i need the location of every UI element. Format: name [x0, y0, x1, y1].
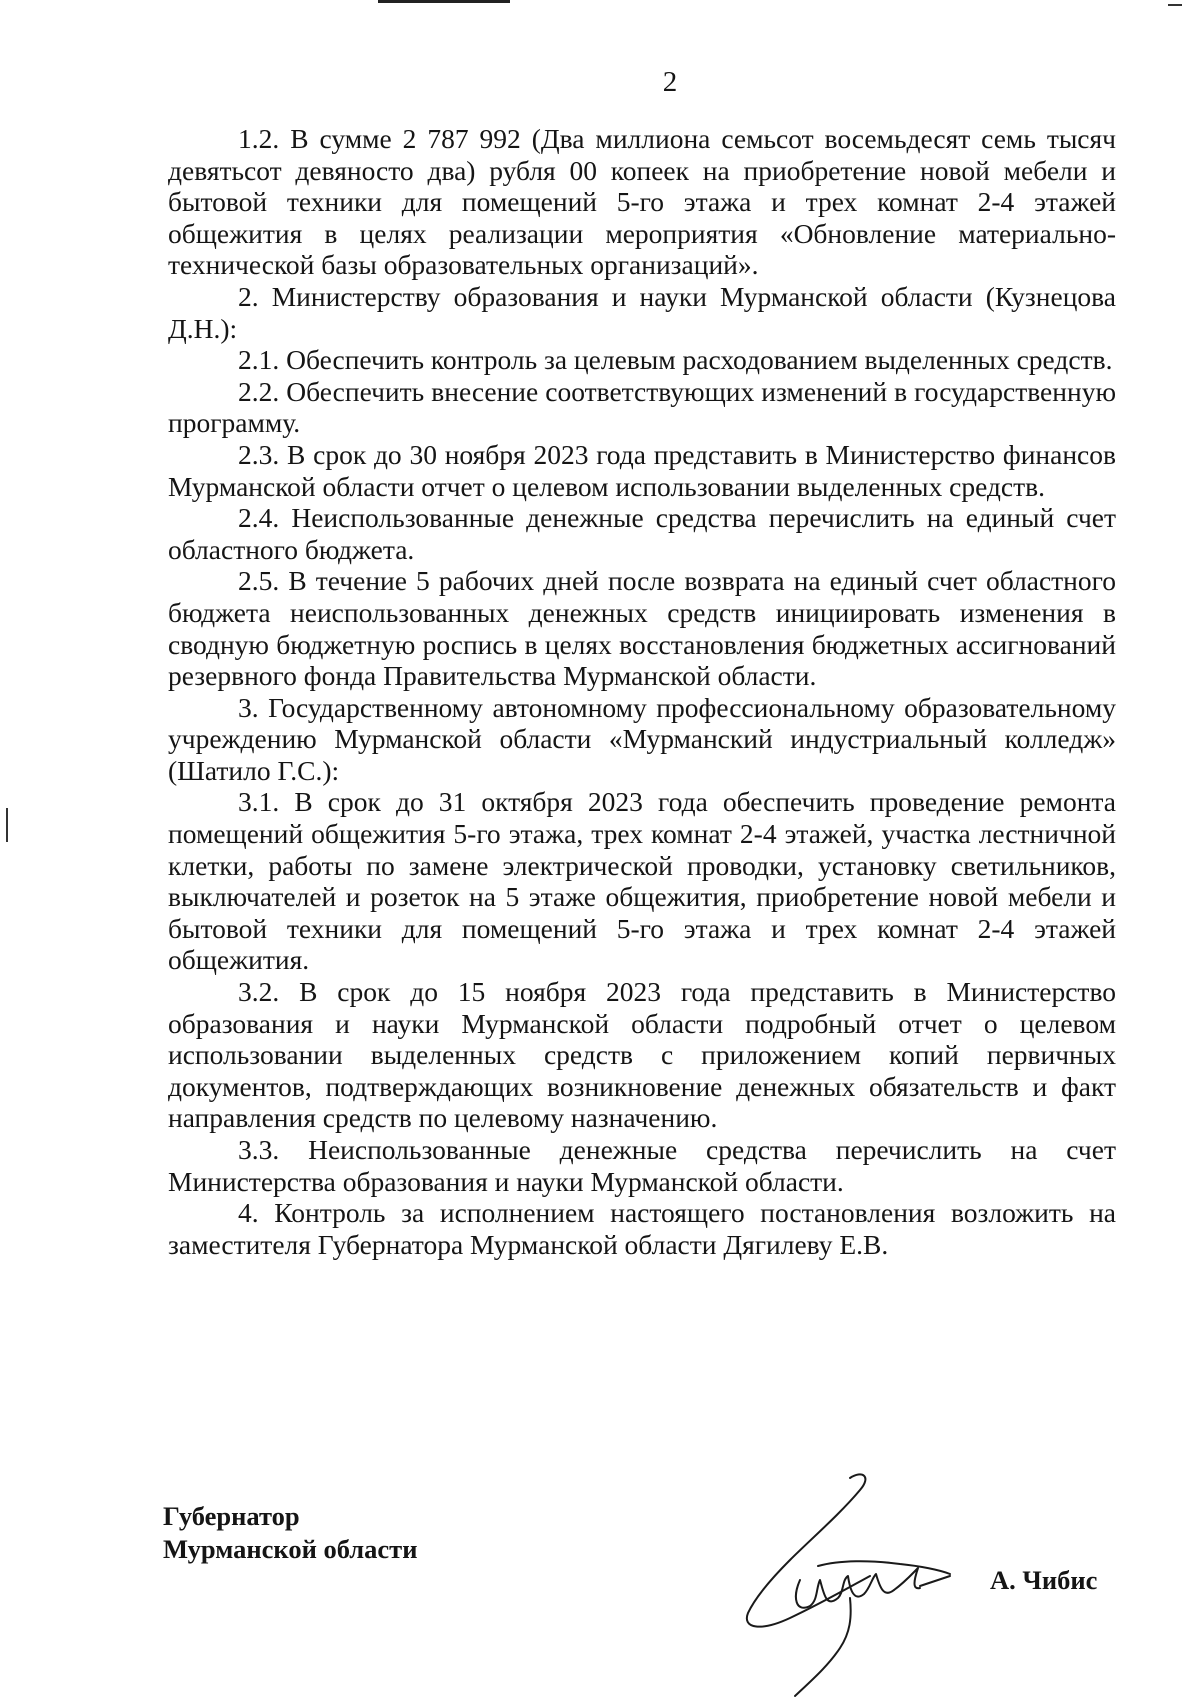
signatory-name: А. Чибис: [990, 1565, 1098, 1595]
paragraph-2-3: 2.3. В срок до 30 ноября 2023 года представить в Министерство финансов Мурманской области отчет о целевом использовании выделенных средств.: [168, 438, 1116, 502]
paragraph-3: 3. Государственному автономному профессиональному образовательному учреждению Мурманской области «Мурманский индустриальный колледж» (Шатило Г.С.):: [168, 691, 1116, 786]
paragraph-2-1: 2.1. Обеспечить контроль за целевым расходованием выделенных средств.: [238, 344, 1113, 376]
signatory-position: [163, 1500, 417, 1566]
paragraph-4: 4. Контроль за исполнением настоящего постановления возложить на заместителя Губернатора Мурманской области Дягилеву Е.В.: [168, 1197, 1116, 1260]
signatory-position-line2: Мурманской области: [163, 1534, 418, 1564]
paragraph-2-2: 2.2. Обеспечить внесение соответствующих изменений в государственную программу.: [168, 375, 1116, 439]
paragraph-3-2: 3.2. В срок до 15 ноября 2023 года представить в Министерство образования и науки Мурманской области подробный отчет о целевом использовании выделенных средств с приложением копий первичных документов, подтверждающих возникновение денежных обязательств и факт направления средств по целевому назначению.: [168, 976, 1116, 1134]
paragraph-3-1: 3.1. В срок до 31 октября 2023 года обеспечить проведение ремонта помещений общежития 5-го этажа, трех комнат 2-4 этажей, участка лестничной клетки, работы по замене электрической проводки, установку светильников, выключателей и розеток на 5 этаже общежития, приобретение новой мебели и бытовой техники для помещений 5-го этажа и трех комнат 2-4 этажей общежития.: [168, 786, 1116, 976]
document-body: [168, 123, 1116, 1260]
handwritten-signature: [700, 1448, 1000, 1698]
paragraph-2: 2. Министерству образования и науки Мурманской области (Кузнецова Д.Н.):: [168, 280, 1116, 344]
top-rule: [378, 0, 510, 3]
signatory-position-line1: Губернатор: [163, 1501, 300, 1531]
scan-mark: [1168, 4, 1182, 6]
paragraph-3-3: 3.3. Неиспользованные денежные средства перечислить на счет Министерства образования и науки Мурманской области.: [168, 1134, 1116, 1197]
page-number: 2: [662, 66, 678, 98]
paragraph-1-2: 1.2. В сумме 2 787 992 (Два миллиона семьсот восемьдесят семь тысяч девятьсот девяносто два) рубля 00 копеек на приобретение новой мебели и бытовой техники для помещений 5-го этажа и трех комнат 2-4 этажей общежития в целях реализации мероприятия «Обновление материально-технической базы образовательных организаций».: [168, 123, 1116, 281]
paragraph-2-5: 2.5. В течение 5 рабочих дней после возврата на единый счет областного бюджета неиспользованных денежных средств инициировать изменения в сводную бюджетную роспись в целях восстановления бюджетных ассигнований резервного фонда Правительства Мурманской области.: [168, 565, 1116, 692]
scan-mark: [6, 808, 8, 842]
paragraph-2-4: 2.4. Неиспользованные денежные средства перечислить на единый счет областного бюджета.: [168, 502, 1116, 565]
